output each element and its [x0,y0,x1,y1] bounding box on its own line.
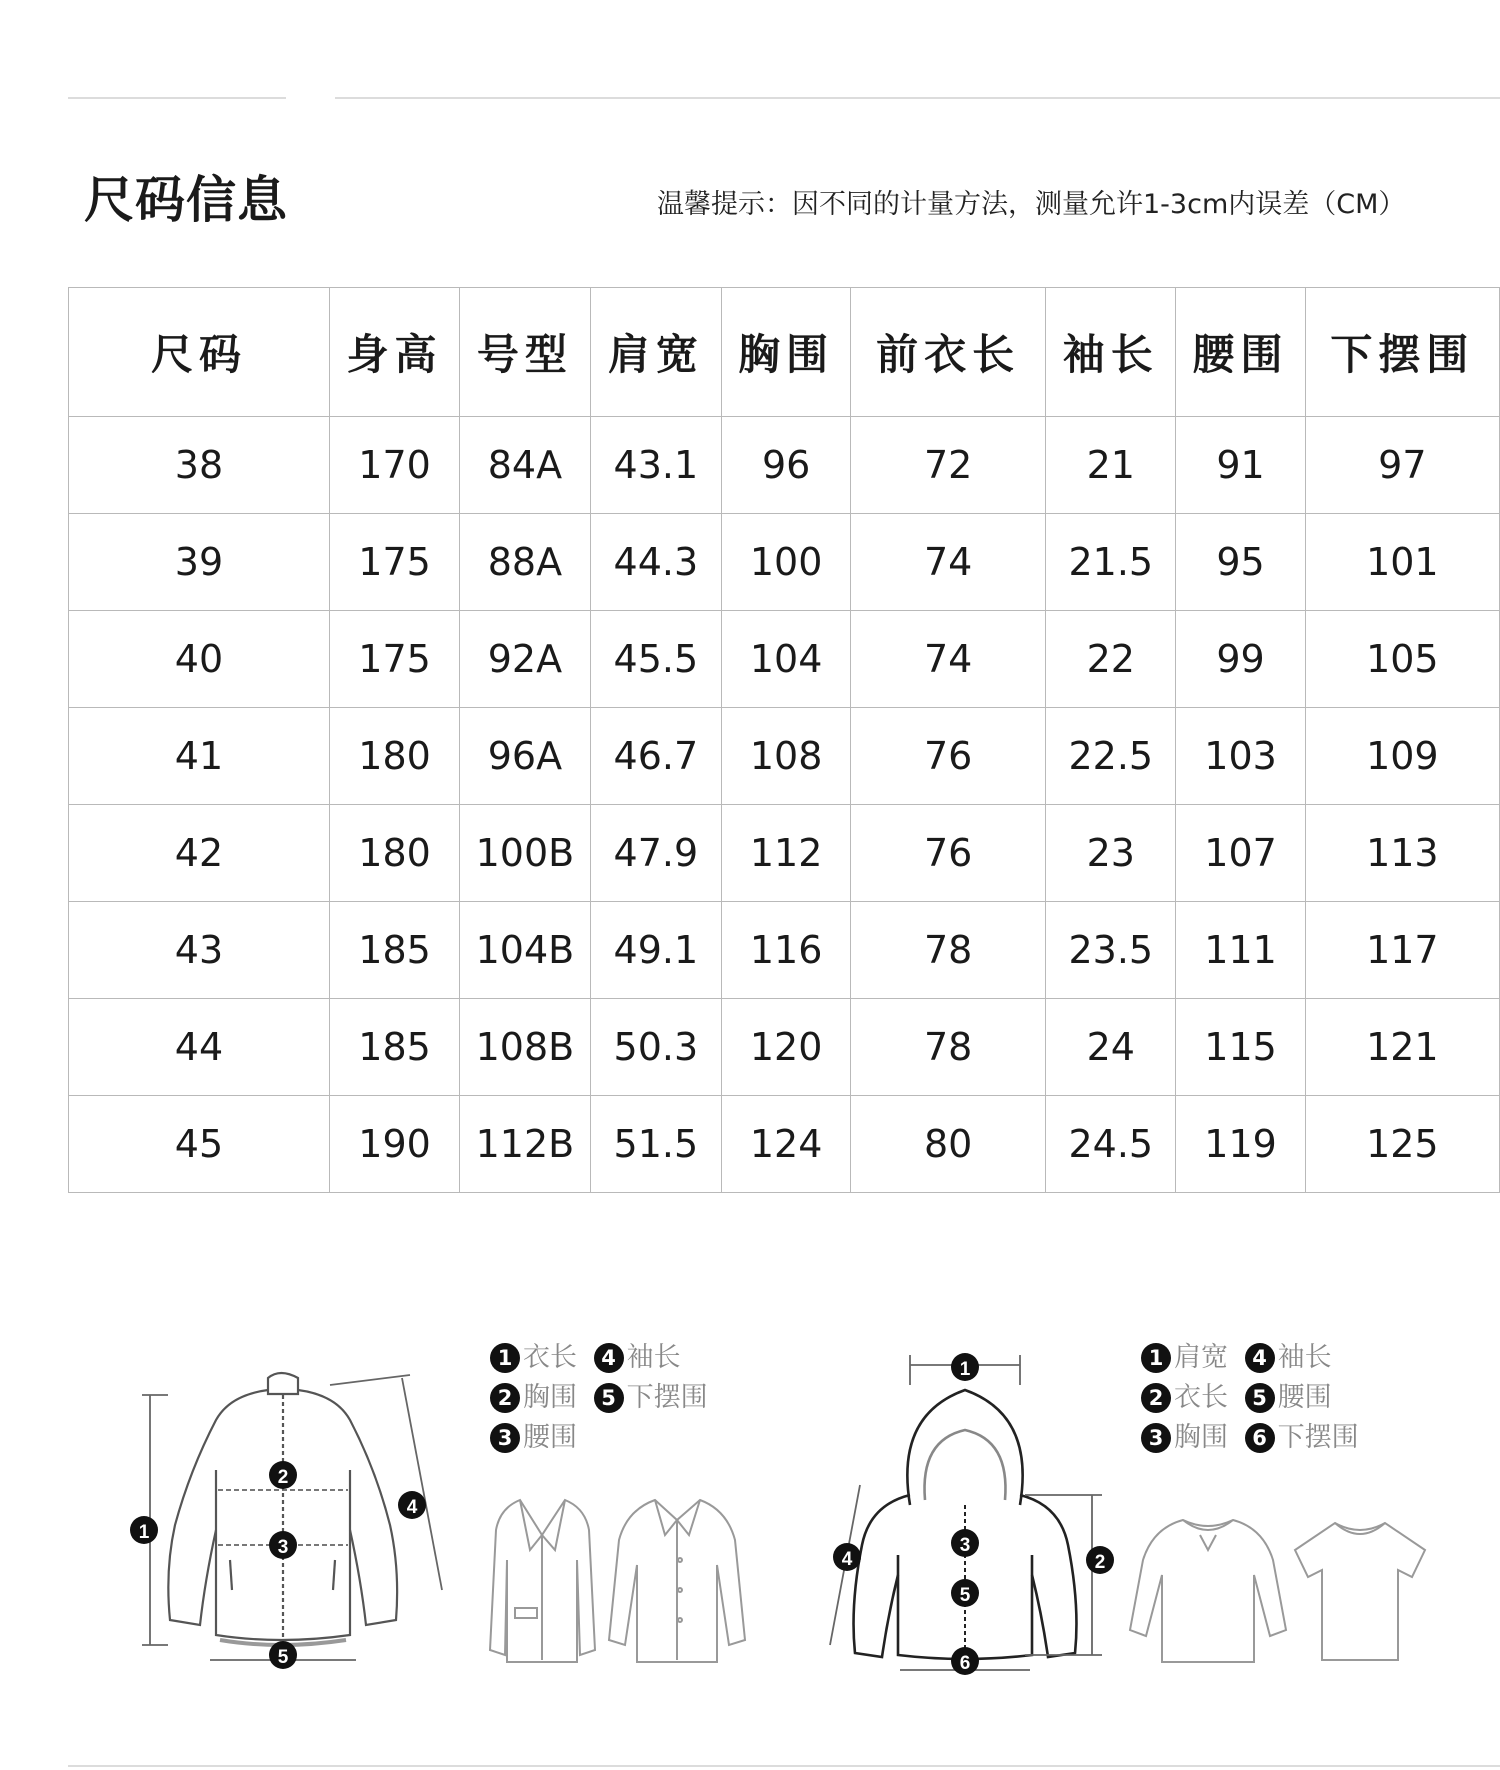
svg-text:5: 5 [277,1647,289,1668]
legend-label: 胸围 [523,1382,577,1413]
marker-1-icon [130,1516,158,1544]
marker-4-icon [398,1491,426,1519]
table-cell: 104B [460,902,591,999]
header-size: 尺码 [69,288,330,417]
table-cell: 24 [1046,999,1176,1096]
table-cell: 170 [329,417,459,514]
table-cell: 76 [851,805,1046,902]
bottom-divider [68,1765,1500,1767]
legend-label: 胸围 [1174,1422,1228,1453]
table-cell: 121 [1305,999,1499,1096]
table-cell: 21 [1046,417,1176,514]
header-waist: 腰围 [1176,288,1305,417]
table-cell: 111 [1176,902,1305,999]
table-cell: 43 [69,902,330,999]
table-cell: 97 [1305,417,1499,514]
jacket-measure-diagram [120,1350,460,1670]
table-cell: 105 [1305,611,1499,708]
table-cell: 100B [460,805,591,902]
svg-text:1: 1 [138,1522,150,1543]
table-cell: 115 [1176,999,1305,1096]
legend-label: 腰围 [523,1422,577,1453]
table-cell: 80 [851,1096,1046,1193]
svg-text:2: 2 [1094,1552,1106,1573]
table-cell: 45.5 [590,611,721,708]
table-cell: 190 [329,1096,459,1193]
legend-label: 衣长 [1174,1382,1228,1413]
table-cell: 108 [722,708,851,805]
legend-num-icon: 3 [1141,1423,1171,1453]
table-cell: 175 [329,611,459,708]
legend-num-icon: 5 [594,1383,624,1413]
table-row [69,999,1500,1096]
tshirt-icon [1290,1515,1430,1665]
table-header-row [69,288,1500,417]
table-cell: 117 [1305,902,1499,999]
header-chest: 胸围 [722,288,851,417]
marker-2-icon [269,1461,297,1489]
legend-num-icon: 2 [490,1383,520,1413]
table-row [69,417,1500,514]
header-height: 身高 [329,288,459,417]
table-cell: 23 [1046,805,1176,902]
table-cell: 180 [329,805,459,902]
table-cell: 78 [851,999,1046,1096]
table-cell: 119 [1176,1096,1305,1193]
marker-3-icon [269,1531,297,1559]
legend-label: 下摆围 [1277,1422,1359,1453]
table-cell: 112B [460,1096,591,1193]
svg-text:3: 3 [277,1537,289,1558]
table-cell: 51.5 [590,1096,721,1193]
table-cell: 21.5 [1046,514,1176,611]
table-cell: 44 [69,999,330,1096]
table-cell: 125 [1305,1096,1499,1193]
legend-num-icon: 6 [1245,1423,1275,1453]
header-shoulder: 肩宽 [590,288,721,417]
svg-text:4: 4 [841,1549,853,1570]
legend-label: 袖长 [626,1342,681,1373]
marker-5-icon [269,1641,297,1669]
tip-clip [0,0,1500,260]
table-cell: 113 [1305,805,1499,902]
table-cell: 22 [1046,611,1176,708]
table-cell: 74 [851,611,1046,708]
table-row [69,708,1500,805]
table-cell: 112 [722,805,851,902]
table-cell: 175 [329,514,459,611]
svg-text:4: 4 [406,1497,418,1518]
legend-num-icon: 4 [594,1343,624,1373]
table-cell: 96A [460,708,591,805]
table-cell: 92A [460,611,591,708]
table-cell: 96 [722,417,851,514]
blazer-icon [485,1490,600,1670]
section-title: 尺码信息 [84,171,288,229]
marker-5-icon [951,1579,979,1607]
table-cell: 39 [69,514,330,611]
header-hem: 下摆围 [1305,288,1499,417]
table-row [69,611,1500,708]
table-row [69,902,1500,999]
table-cell: 100 [722,514,851,611]
svg-text:1: 1 [959,1359,971,1380]
size-table [68,287,1500,1193]
legend-num-icon: 1 [1141,1343,1171,1373]
marker-2-icon [1086,1546,1114,1574]
legend-label: 袖长 [1277,1342,1332,1373]
legend-label: 肩宽 [1174,1342,1228,1373]
table-cell: 42 [69,805,330,902]
table-cell: 41 [69,708,330,805]
table-cell: 185 [329,999,459,1096]
table-cell: 109 [1305,708,1499,805]
table-cell: 43.1 [590,417,721,514]
svg-text:6: 6 [959,1653,971,1674]
header-sleeve: 袖长 [1046,288,1176,417]
table-row [69,514,1500,611]
svg-text:2: 2 [277,1467,289,1488]
table-cell: 99 [1176,611,1305,708]
marker-1-icon [951,1353,979,1381]
table-cell: 45 [69,1096,330,1193]
sweater-icon [1128,1510,1288,1670]
table-cell: 180 [329,708,459,805]
table-cell: 40 [69,611,330,708]
legend-label: 腰围 [1277,1382,1332,1413]
table-cell: 91 [1176,417,1305,514]
table-cell: 108B [460,999,591,1096]
table-cell: 50.3 [590,999,721,1096]
table-cell: 78 [851,902,1046,999]
marker-3-icon [951,1529,979,1557]
table-cell: 23.5 [1046,902,1176,999]
header-front-length: 前衣长 [851,288,1046,417]
table-cell: 49.1 [590,902,721,999]
table-cell: 95 [1176,514,1305,611]
legend-num-icon: 3 [490,1423,520,1453]
table-cell: 116 [722,902,851,999]
table-cell: 46.7 [590,708,721,805]
table-cell: 107 [1176,805,1305,902]
svg-text:5: 5 [959,1585,971,1606]
table-cell: 185 [329,902,459,999]
shirt-icon [605,1490,750,1670]
table-cell: 22.5 [1046,708,1176,805]
table-row [69,805,1500,902]
hoodie-legend [1141,1338,1367,1458]
table-cell: 120 [722,999,851,1096]
table-cell: 101 [1305,514,1499,611]
table-cell: 103 [1176,708,1305,805]
table-cell: 38 [69,417,330,514]
table-cell: 47.9 [590,805,721,902]
legend-label: 下摆围 [626,1382,708,1413]
legend-label: 衣长 [523,1342,577,1373]
header-fit-code: 号型 [460,288,591,417]
svg-text:3: 3 [959,1535,971,1556]
legend-num-icon: 2 [1141,1383,1171,1413]
jacket-markers [130,1461,426,1669]
marker-4-icon [833,1543,861,1571]
table-cell: 84A [460,417,591,514]
legend-num-icon: 5 [1245,1383,1275,1413]
hoodie-measure-diagram [810,1345,1130,1685]
table-cell: 76 [851,708,1046,805]
table-cell: 24.5 [1046,1096,1176,1193]
marker-6-icon [951,1647,979,1675]
measurement-tip: 温馨提示：因不同的计量方法，测量允许1-3cm内误差（CM） [657,189,1406,220]
table-row [69,1096,1500,1193]
legend-num-icon: 1 [490,1343,520,1373]
table-cell: 124 [722,1096,851,1193]
table-cell: 74 [851,514,1046,611]
jacket-legend [490,1338,716,1458]
legend-num-icon: 4 [1245,1343,1275,1373]
table-cell: 44.3 [590,514,721,611]
table-cell: 88A [460,514,591,611]
table-cell: 104 [722,611,851,708]
table-cell: 72 [851,417,1046,514]
